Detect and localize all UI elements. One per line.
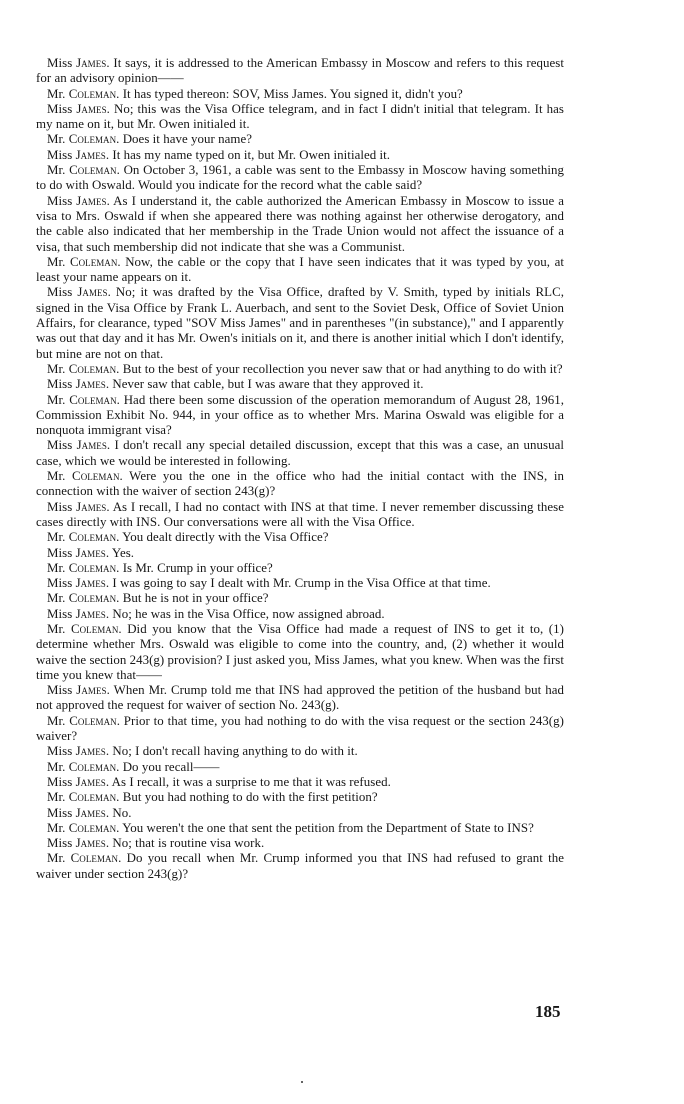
- testimony-paragraph: [36, 102, 564, 133]
- speaker-name: Coleman.: [68, 530, 120, 545]
- speaker-name: James.: [76, 438, 111, 453]
- testimony-paragraph: [36, 744, 564, 759]
- speaker-title: Mr.: [47, 591, 66, 606]
- testimony-paragraph: [36, 775, 564, 790]
- speaker-title: Miss: [47, 744, 73, 759]
- testimony-text: It has my name typed on it, but Mr. Owen initialed it.: [112, 147, 391, 162]
- speaker-name: Coleman.: [69, 392, 120, 407]
- speaker-name: James.: [75, 576, 110, 591]
- speaker-name: James.: [75, 545, 110, 560]
- speaker-title: Miss: [47, 377, 73, 392]
- testimony-text: It says, it is addressed to the American Embassy in Moscow and refers to this request for an advisory opinion——: [36, 56, 565, 86]
- testimony-text: When Mr. Crump told me that INS had approved the petition of the husband but had not approved the request for waiver of section No. 243(g).: [36, 683, 564, 713]
- testimony-text: No; that is routine visa work.: [112, 836, 265, 851]
- speaker-name: Coleman.: [69, 254, 121, 269]
- speaker-title: Mr.: [47, 392, 66, 407]
- testimony-text: I was going to say I dealt with Mr. Crump in the Visa Office at that time.: [112, 576, 491, 591]
- testimony-text: Do you recall——: [122, 759, 220, 774]
- speaker-title: Mr.: [47, 713, 66, 728]
- speaker-title: Mr.: [47, 851, 66, 866]
- speaker-name: Coleman.: [68, 820, 120, 835]
- speaker-name: James.: [75, 377, 110, 392]
- speaker-name: James.: [76, 56, 110, 70]
- testimony-text: As I understand it, the cable authorized the American Embassy in Moscow to issue a visa to Mrs. Oswald if when she appeared there was nothing against her otherwise derogatory, and the cable also indicated that her membership in the Trade Union would not affect the issuance of a visa, that such membership did not indicate that she was a Communist.: [36, 193, 564, 254]
- testimony-text: As I recall, it was a surprise to me that it was refused.: [111, 774, 391, 789]
- speaker-name: James.: [77, 285, 111, 300]
- speaker-title: Miss: [47, 545, 73, 560]
- speaker-title: Miss: [47, 101, 73, 116]
- testimony-paragraph: [36, 683, 564, 714]
- testimony-paragraph: [36, 56, 564, 87]
- speaker-title: Miss: [47, 56, 73, 70]
- speaker-title: Miss: [47, 683, 73, 698]
- speaker-name: Coleman.: [68, 86, 120, 101]
- testimony-text: Now, the cable or the copy that I have seen indicates that it was typed by you, at least your name appears on it.: [36, 254, 564, 285]
- speaker-title: Miss: [47, 499, 73, 514]
- testimony-paragraph: [36, 561, 564, 576]
- testimony-text: Prior to that time, you had nothing to do with the visa request or the section 243(g) waiver?: [36, 713, 564, 744]
- testimony-text: Did you know that the Visa Office had made a request of INS to get it to, (1) determine whether Mrs. Oswald was eligible to come into the country, and, (2) whether it would waive the section 243(g) provision? I just asked you, Miss James, what you knew. When was the first time you knew that——: [36, 621, 564, 682]
- testimony-paragraph: [36, 285, 564, 361]
- speaker-title: Miss: [47, 193, 73, 208]
- testimony-text: But to the best of your recollection you never saw that or had anything to do with it?: [122, 361, 563, 376]
- testimony-paragraph: [36, 377, 564, 392]
- speaker-title: Mr.: [47, 530, 66, 545]
- testimony-paragraph: [36, 132, 564, 147]
- transcript-body: [36, 56, 564, 882]
- speaker-name: James.: [75, 147, 110, 162]
- speaker-title: Mr.: [47, 163, 66, 178]
- testimony-text: Yes.: [111, 545, 135, 560]
- speaker-title: Mr.: [47, 132, 66, 147]
- testimony-paragraph: [36, 255, 564, 286]
- print-speck: [301, 1081, 303, 1083]
- speaker-name: Coleman.: [70, 621, 122, 636]
- testimony-paragraph: [36, 591, 564, 606]
- testimony-paragraph: [36, 760, 564, 775]
- speaker-name: James.: [75, 805, 110, 820]
- testimony-text: You weren't the one that sent the petition from the Department of State to INS?: [122, 820, 534, 835]
- testimony-paragraph: [36, 163, 564, 194]
- testimony-paragraph: [36, 148, 564, 163]
- testimony-paragraph: [36, 500, 564, 531]
- testimony-text: Does it have your name?: [122, 132, 252, 147]
- testimony-paragraph: [36, 576, 564, 591]
- speaker-title: Mr.: [47, 254, 66, 269]
- speaker-title: Mr.: [47, 469, 66, 484]
- speaker-name: James.: [76, 683, 110, 698]
- speaker-name: Coleman.: [68, 790, 120, 805]
- speaker-name: James.: [75, 606, 110, 621]
- testimony-paragraph: [36, 622, 564, 683]
- testimony-text: As I recall, I had no contact with INS at that time. I never remember discussing these cases directly with INS. Our conversations were all with the Visa Office.: [36, 499, 565, 529]
- speaker-title: Miss: [47, 285, 73, 300]
- speaker-name: Coleman.: [72, 469, 123, 484]
- testimony-text: Were you the one in the office who had the initial contact with the INS, in connection with the waiver of section 243(g)?: [36, 469, 565, 499]
- speaker-name: James.: [76, 499, 110, 514]
- speaker-name: Coleman.: [68, 560, 120, 575]
- speaker-title: Mr.: [47, 86, 66, 101]
- speaker-name: Coleman.: [69, 163, 120, 178]
- speaker-name: Coleman.: [68, 759, 120, 774]
- testimony-paragraph: [36, 607, 564, 622]
- speaker-title: Mr.: [47, 820, 66, 835]
- speaker-title: Mr.: [47, 361, 66, 376]
- speaker-title: Miss: [47, 438, 73, 453]
- speaker-title: Miss: [47, 606, 73, 621]
- testimony-paragraph: [36, 821, 564, 836]
- speaker-name: James.: [76, 101, 110, 116]
- testimony-paragraph: [36, 714, 564, 745]
- speaker-title: Miss: [47, 147, 73, 162]
- speaker-title: Miss: [47, 805, 73, 820]
- speaker-name: Coleman.: [70, 851, 122, 866]
- testimony-text: But you had nothing to do with the first petition?: [122, 790, 378, 805]
- testimony-text: Had there been some discussion of the operation memorandum of August 28, 1961, Commission Exhibit No. 944, in your office as to whether Mrs. Marina Oswald was eligible for a nonquota immigrant visa?: [36, 392, 564, 438]
- testimony-text: No; he was in the Visa Office, now assigned abroad.: [112, 606, 385, 621]
- speaker-name: Coleman.: [68, 361, 120, 376]
- speaker-name: Coleman.: [69, 713, 120, 728]
- testimony-paragraph: [36, 530, 564, 545]
- speaker-name: James.: [75, 836, 110, 851]
- testimony-paragraph: [36, 438, 564, 469]
- testimony-text: On October 3, 1961, a cable was sent to the Embassy in Moscow having something to do with Oswald. Would you indicate for the record what the cable said?: [36, 163, 564, 193]
- testimony-text: I don't recall any special detailed discussion, except that this was a case, an unusual case, which we would be interested in following.: [36, 438, 564, 468]
- testimony-text: But he is not in your office?: [122, 591, 269, 606]
- speaker-title: Miss: [47, 836, 73, 851]
- testimony-paragraph: [36, 362, 564, 377]
- testimony-paragraph: [36, 393, 564, 439]
- speaker-title: Mr.: [47, 759, 66, 774]
- testimony-text: No.: [112, 805, 132, 820]
- testimony-paragraph: [36, 851, 564, 882]
- testimony-text: You dealt directly with the Visa Office?: [122, 530, 329, 545]
- testimony-paragraph: [36, 87, 564, 102]
- testimony-paragraph: [36, 790, 564, 805]
- speaker-title: Mr.: [47, 560, 66, 575]
- testimony-text: Is Mr. Crump in your office?: [122, 560, 273, 575]
- testimony-text: Do you recall when Mr. Crump informed you that INS had refused to grant the waiver under section 243(g)?: [36, 851, 564, 881]
- testimony-text: No; I don't recall having anything to do with it.: [112, 744, 358, 759]
- testimony-paragraph: [36, 469, 564, 500]
- testimony-paragraph: [36, 194, 564, 255]
- testimony-paragraph: [36, 836, 564, 851]
- speaker-name: Coleman.: [68, 591, 120, 606]
- speaker-title: Miss: [47, 576, 73, 591]
- testimony-text: No; it was drafted by the Visa Office, drafted by V. Smith, typed by initials RLC, signed in the Visa Office by Frank L. Auerbach, and sent to the Soviet Desk, Office of Soviet Union Affairs, for clearance, typed "SOV Miss James" and in parentheses "(in substance)," and I apparently was out that day and it has Mr. Owen's initials on it, and there is another initial which I don't identify, but mine are not on that.: [36, 285, 564, 361]
- page-number: 185: [535, 1002, 561, 1021]
- testimony-paragraph: [36, 546, 564, 561]
- testimony-text: Never saw that cable, but I was aware that they approved it.: [112, 377, 424, 392]
- testimony-text: No; this was the Visa Office telegram, and in fact I didn't initial that telegram. It has my name on it, but Mr. Owen initialed it.: [36, 101, 564, 132]
- speaker-name: James.: [75, 774, 110, 789]
- speaker-title: Mr.: [47, 621, 66, 636]
- speaker-title: Mr.: [47, 790, 66, 805]
- speaker-name: James.: [75, 744, 110, 759]
- testimony-text: It has typed thereon: SOV, Miss James. You signed it, didn't you?: [122, 86, 463, 101]
- speaker-name: James.: [76, 193, 110, 208]
- testimony-paragraph: [36, 806, 564, 821]
- speaker-name: Coleman.: [68, 132, 120, 147]
- speaker-title: Miss: [47, 774, 73, 789]
